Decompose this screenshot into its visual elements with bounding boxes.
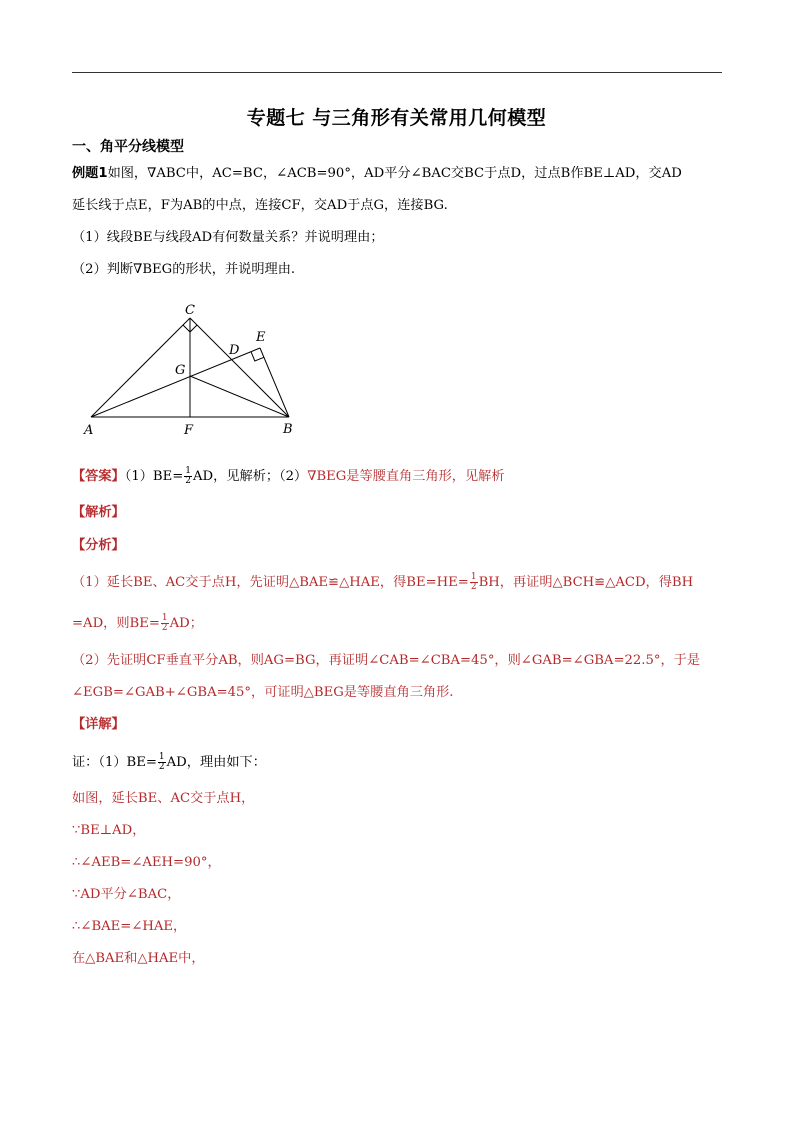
example-line-2: 延长线于点E，F为AB的中点，连接CF，交AD于点G，连接BG. [72, 198, 448, 213]
answer-part-3: ∇BEG是等腰直角三角形，见解析 [307, 469, 505, 484]
fraction-denominator: 2 [185, 476, 192, 486]
detail-line-4: ∴∠AEB=∠AEH=90°， [72, 855, 221, 870]
example-label: 例题1 [72, 166, 108, 181]
detail-line-6: ∴∠BAE=∠HAE， [72, 919, 187, 934]
label-f: F [184, 423, 194, 438]
fraction-denominator: 2 [158, 762, 165, 772]
analysis-line-1 [72, 573, 693, 592]
answer-line [72, 467, 505, 486]
detail-line-7: 在△BAE和△HAE中， [72, 951, 205, 966]
detail-line-1a: 证：（1）BE= [72, 755, 157, 770]
analysis-line-1a: （1）延长BE、AC交于点H，先证明△BAE≌△HAE，得BE=HE= [72, 575, 469, 590]
label-d: D [229, 343, 240, 358]
answer-fraction [184, 467, 192, 486]
segment-ae [91, 348, 260, 417]
detail-line-5: ∵AD平分∠BAC， [72, 887, 181, 902]
label-c: C [185, 303, 195, 318]
question-2-triangle: ∇BEG [133, 262, 173, 277]
analysis-fraction-2 [161, 614, 169, 633]
label-g: G [175, 363, 186, 378]
question-2-prefix: （2）判断 [72, 262, 134, 277]
question-2 [72, 261, 295, 279]
jiexi-tag: 【解析】 [72, 505, 125, 520]
analysis-line-1b: BH，再证明△BCH≌△ACD，得BH [478, 575, 694, 590]
answer-part-2: AD，见解析；（2） [193, 469, 308, 484]
fenxi-tag: 【分析】 [72, 538, 125, 553]
analysis-line-3: （2）先证明CF垂直平分AB，则AG=BG，再证明∠CAB=∠CBA=45°，则∠GAB=∠GBA=22.5°，于是 [72, 653, 701, 668]
analysis-fraction-1 [470, 573, 478, 592]
analysis-line-2a: =AD，则BE= [72, 616, 160, 631]
page-title: 专题七 与三角形有关常用几何模型 [246, 107, 547, 129]
label-b: B [283, 422, 293, 437]
example-text-1b: 中，AC=BC，∠ACB=90°，AD平分∠BAC交BC于点D，过点B作BE⊥AD，交AD [185, 166, 682, 181]
xiangjie-tag: 【详解】 [72, 717, 125, 732]
fraction-numerator: 1 [158, 752, 165, 762]
segment-cb [190, 318, 289, 417]
question-2-suffix: 的形状，并说明理由. [172, 262, 296, 277]
detail-line-1 [72, 753, 266, 772]
answer-part-1: （1）BE= [124, 469, 184, 484]
detail-line-1b: AD，理由如下： [166, 755, 266, 770]
triangle-figure [80, 298, 320, 448]
detail-line-3: ∵BE⊥AD， [72, 823, 146, 838]
fraction-numerator: 1 [470, 572, 477, 582]
example-text-1a: 如图， [107, 166, 148, 181]
detail-fraction [158, 753, 166, 772]
analysis-line-4: ∠EGB=∠GAB+∠GBA=45°，可证明△BEG是等腰直角三角形. [72, 685, 454, 700]
header-rule [72, 72, 722, 73]
analysis-line-2b: AD； [169, 616, 203, 631]
label-a: A [84, 423, 94, 438]
fraction-numerator: 1 [185, 466, 192, 476]
detail-line-2: 如图，延长BE、AC交于点H， [72, 791, 255, 806]
analysis-line-2 [72, 614, 203, 633]
example-triangle-abc: ∇ABC [147, 166, 186, 181]
fraction-denominator: 2 [470, 582, 477, 592]
question-1: （1）线段BE与线段AD有何数量关系？并说明理由； [72, 230, 384, 245]
fraction-denominator: 2 [161, 623, 168, 633]
section-heading: 一、角平分线模型 [72, 139, 184, 155]
fraction-numerator: 1 [161, 613, 168, 623]
answer-tag: 【答案】 [72, 469, 125, 484]
label-e: E [256, 330, 266, 345]
example-line-1 [72, 165, 682, 183]
